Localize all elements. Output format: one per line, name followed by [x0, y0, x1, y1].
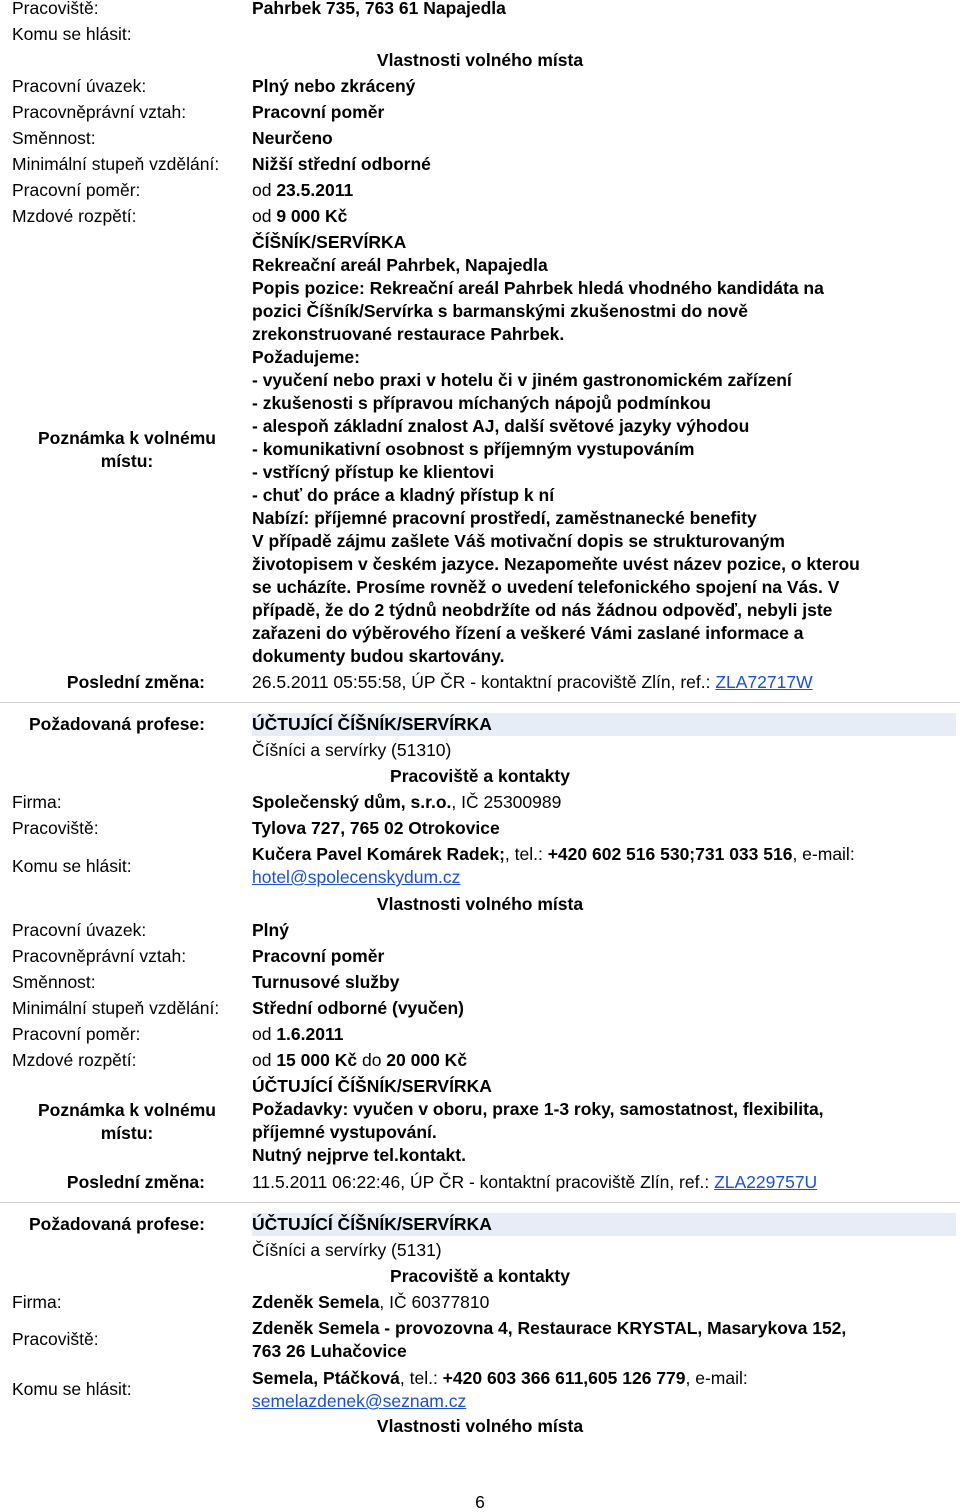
label-profese: Požadovaná profese: [28, 1214, 205, 1234]
label-uvazek: Pracovní úvazek: [12, 76, 147, 96]
job3-pracoviste: Zdeněk Semela - provozovna 4, Restaurace KRYSTAL, Masarykova 152, 763 26 Luhačovice [252, 1318, 847, 1361]
label-komu: Komu se hlásit: [12, 856, 132, 876]
label-posledni: Poslední změna: [66, 1172, 205, 1192]
job1-note: ČÍŠNÍK/SERVÍRKA Rekreační areál Pahrbek, Napajedla Popis pozice: Rekreační areál Pahrbek hledá vhodného kandidáta na pozici Číšník/Servírka s barmanskými zkušenostmi do nově zrekonstruované restaurace Pahrbek. Požadujeme: - vyučení nebo praxi v hotelu či v jiném gastronomickém zařízení - zkušenosti s přípravou míchaných nápojů podmínkou - alespoň základní znalost AJ, další světové jazyky výhodou - komunikativní osobnost s příjemným vystupováním - vstřícný přístup ke klientovi - chuť do práce a kladný přístup k ní Nabízí: příjemné pracovní prostředí, zaměstnanecké benefity V případě zájmu zašlete Váš motivační dopis se strukturovaným životopisem v českém jazyce. Nezapomeňte uvést název pozice, o kterou se ucházíte. Prosíme rovněž o uvedení telefonického spojení na Vás. V případě, že do 2 týdnů neobdržíte od nás žádnou odpověď, nebyli jste zařazeni do výběrového řízení a veškeré Vámi zaslané informace a dokumenty budou skartovány. [252, 232, 860, 666]
job3-firma: Zdeněk Semela, IČ 60377810 [252, 1292, 490, 1312]
job2-ref-link[interactable]: ZLA229757U [714, 1172, 818, 1192]
label-vztah: Pracovněprávní vztah: [12, 102, 187, 122]
label-komu: Komu se hlásit: [12, 24, 132, 44]
label-mzda: Mzdové rozpětí: [12, 1050, 137, 1070]
label-pracoviste: Pracoviště: [12, 818, 99, 838]
label-pracoviste: Pracoviště: [12, 1329, 99, 1349]
job3-komu: Semela, Ptáčková, tel.: +420 603 366 611,605 126 779, e-mail: semelazdenek@seznam.cz [252, 1368, 748, 1411]
job2-pomer: od 1.6.2011 [252, 1024, 344, 1044]
label-poznamka: Poznámka k volnému místu: [38, 428, 216, 471]
label-vzdelani: Minimální stupeň vzdělání: [12, 154, 220, 174]
section-kontakty: Pracoviště a kontakty [390, 766, 570, 786]
label-posledni: Poslední změna: [66, 672, 205, 692]
job1-posledni: 26.5.2011 05:55:58, ÚP ČR - kontaktní pracoviště Zlín, ref.: ZLA72717W [252, 672, 813, 692]
job2-pracoviste: Tylova 727, 765 02 Otrokovice [252, 818, 500, 838]
job2-vzdelani: Střední odborné (vyučen) [252, 998, 464, 1018]
label-smennost: Směnnost: [12, 972, 96, 992]
divider [0, 1202, 960, 1203]
section-vlastnosti: Vlastnosti volného místa [376, 50, 584, 70]
job2-komu: Kučera Pavel Komárek Radek;, tel.: +420 602 516 530;731 033 516, e-mail: hotel@spolecenskydum.cz [252, 844, 855, 887]
job1-vztah: Pracovní poměr [252, 102, 385, 122]
job2-firma: Společenský dům, s.r.o., IČ 25300989 [252, 792, 562, 812]
label-mzda: Mzdové rozpětí: [12, 206, 137, 226]
job1-mzda: od 9 000 Kč [252, 206, 348, 226]
label-pomer: Pracovní poměr: [12, 180, 141, 200]
job2-smennost: Turnusové služby [252, 972, 400, 992]
divider [0, 702, 960, 703]
job2-profese-sub: Číšníci a servírky (51310) [252, 740, 452, 760]
job3-profese: ÚČTUJÍCÍ ČÍŠNÍK/SERVÍRKA [252, 1213, 956, 1236]
label-vztah: Pracovněprávní vztah: [12, 946, 187, 966]
job2-mzda: od 15 000 Kč do 20 000 Kč [252, 1050, 468, 1070]
job1-uvazek: Plný nebo zkrácený [252, 76, 416, 96]
job1-pomer: od 23.5.2011 [252, 180, 354, 200]
job1-smennost: Neurčeno [252, 128, 333, 148]
label-smennost: Směnnost: [12, 128, 96, 148]
job1-ref-link[interactable]: ZLA72717W [715, 672, 813, 692]
label-pracoviste: Pracoviště: [12, 0, 99, 18]
job2-vztah: Pracovní poměr [252, 946, 385, 966]
section-vlastnosti: Vlastnosti volného místa [376, 894, 584, 914]
label-vzdelani: Minimální stupeň vzdělání: [12, 998, 220, 1018]
label-pomer: Pracovní poměr: [12, 1024, 141, 1044]
label-firma: Firma: [12, 792, 62, 812]
label-uvazek: Pracovní úvazek: [12, 920, 147, 940]
job1-vzdelani: Nižší střední odborné [252, 154, 431, 174]
label-firma: Firma: [12, 1292, 62, 1312]
job2-posledni: 11.5.2011 06:22:46, ÚP ČR - kontaktní pracoviště Zlín, ref.: ZLA229757U [252, 1172, 818, 1192]
label-poznamka: Poznámka k volnému místu: [38, 1100, 216, 1143]
job2-note: ÚČTUJÍCÍ ČÍŠNÍK/SERVÍRKA Požadavky: vyučen v oboru, praxe 1-3 roky, samostatnost, flexibilita, příjemné vystupování. Nutný nejprve tel.kontakt. [252, 1076, 824, 1165]
label-komu: Komu se hlásit: [12, 1379, 132, 1399]
job1-pracoviste: Pahrbek 735, 763 61 Napajedla [252, 0, 506, 18]
page-number: 6 [475, 1492, 485, 1512]
job2-email-link[interactable]: hotel@spolecenskydum.cz [252, 867, 461, 887]
job3-profese-sub: Číšníci a servírky (5131) [252, 1240, 442, 1260]
job2-uvazek: Plný [252, 920, 289, 940]
job2-profese: ÚČTUJÍCÍ ČÍŠNÍK/SERVÍRKA [252, 713, 956, 736]
section-kontakty: Pracoviště a kontakty [390, 1266, 570, 1286]
section-vlastnosti: Vlastnosti volného místa [376, 1416, 584, 1436]
job3-email-link[interactable]: semelazdenek@seznam.cz [252, 1391, 467, 1411]
label-profese: Požadovaná profese: [28, 714, 205, 734]
